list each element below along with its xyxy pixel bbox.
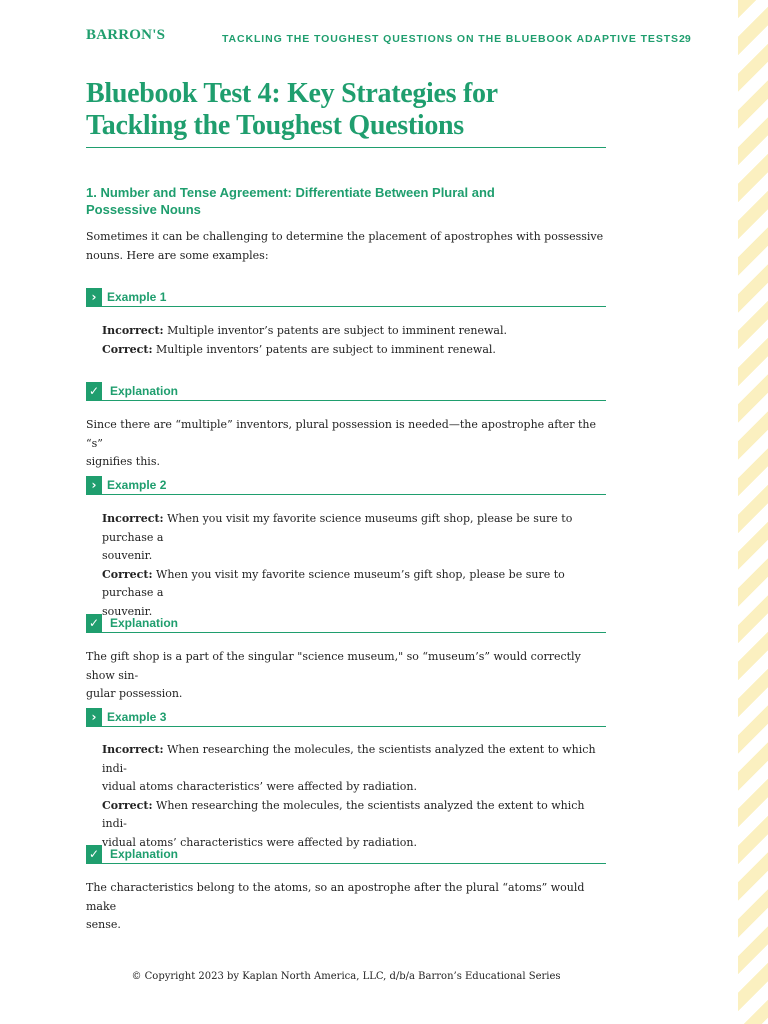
example-1-correct: Multiple inventors’ patents are subject to imminent renewal.: [156, 342, 496, 356]
example-3-label: Example 3: [107, 710, 167, 724]
example-1-label-row: [86, 288, 606, 306]
correct-label: Correct:: [102, 567, 153, 581]
decorative-stripe-band: [738, 0, 768, 1024]
copyright-footer: © Copyright 2023 by Kaplan North America, LLC, d/b/a Barron’s Educational Series: [131, 971, 561, 982]
checkmark-icon: ✓: [86, 845, 102, 863]
correct-label: Correct:: [102, 798, 153, 812]
example-2-incorrect: When you visit my favorite science museums gift shop, please be sure to purchase a: [102, 512, 573, 544]
example-1-divider: [86, 306, 606, 307]
chevron-right-icon: ›: [86, 476, 102, 494]
example-3-correct: When researching the molecules, the scientists analyzed the extent to which indi-: [102, 798, 585, 830]
page-title: [86, 78, 606, 142]
section-heading: [86, 184, 606, 218]
page-title-line-2: Tackling the Toughest Questions: [86, 110, 464, 141]
explanation-3-text: The characteristics belong to the atoms, so an apostrophe after the plural “atoms” would make sense.: [86, 881, 585, 931]
title-divider: [86, 147, 606, 148]
checkmark-icon: ✓: [86, 614, 102, 632]
explanation-2-label: Explanation: [110, 616, 179, 630]
example-2-label-row: [86, 476, 606, 494]
section-heading-line-1: 1. Number and Tense Agreement: Differentiate Between Plural and: [86, 185, 495, 200]
example-1-incorrect: Multiple inventor’s patents are subject to imminent renewal.: [167, 324, 507, 337]
chevron-right-icon: ›: [86, 288, 102, 306]
explanation-1-text: Since there are “multiple” inventors, plural possession is needed—the apostrophe after the “s” signifies this.: [86, 418, 596, 468]
explanation-2-text: The gift shop is a part of the singular "science museum," so “museum’s” would correctly show sin- gular possession.: [86, 650, 581, 700]
chevron-right-icon: ›: [86, 708, 102, 726]
example-1-label: Example 1: [107, 290, 167, 304]
explanation-1-label: Explanation: [110, 384, 179, 398]
running-head: TACKLING THE TOUGHEST QUESTIONS ON THE BLUEBOOK ADAPTIVE TESTS: [222, 33, 679, 45]
example-2-correct: When you visit my favorite science museum’s gift shop, please be sure to purchase a: [102, 567, 565, 599]
example-3-text: Incorrect: When researching the molecules, the scientists analyzed the extent to which indi- vidual atoms characteristics’ were affected by radiation. Correct: When researching the molecules, the scientists analyzed the extent to which indi- vidual atoms’ characteristics were affected by radiation.: [102, 743, 596, 849]
example-2-divider: [86, 494, 606, 495]
explanation-1-divider: [86, 400, 606, 401]
explanation-3-divider: [86, 863, 606, 864]
explanation-1-label-row: [86, 382, 606, 400]
example-3-divider: [86, 726, 606, 727]
example-1-text: [102, 322, 606, 359]
example-2-label: Example 2: [107, 478, 167, 492]
page-number: 29: [679, 33, 691, 45]
checkmark-icon: ✓: [86, 382, 102, 400]
incorrect-label: Incorrect:: [102, 324, 164, 337]
example-3-label-row: [86, 708, 606, 726]
example-3-incorrect: When researching the molecules, the scientists analyzed the extent to which indi-: [102, 743, 596, 775]
section-heading-line-2: Possessive Nouns: [86, 202, 201, 217]
explanation-2-divider: [86, 632, 606, 633]
example-2-text: Incorrect: When you visit my favorite science museums gift shop, please be sure to purchase a souvenir. Correct: When you visit my favorite science museum’s gift shop, please be sure to purchase a souvenir.: [102, 512, 573, 618]
page-title-line-1: Bluebook Test 4: Key Strategies for: [86, 78, 498, 109]
intro-paragraph: Sometimes it can be challenging to determine the placement of apostrophes with possessive nouns. Here are some examples:: [86, 230, 604, 262]
explanation-2-label-row: [86, 614, 606, 632]
correct-label: Correct:: [102, 342, 153, 356]
incorrect-label: Incorrect:: [102, 512, 164, 525]
explanation-3-label: Explanation: [110, 847, 179, 861]
incorrect-label: Incorrect:: [102, 743, 164, 756]
brand-logo: BARRON'S: [86, 27, 166, 43]
explanation-3-label-row: [86, 845, 606, 863]
